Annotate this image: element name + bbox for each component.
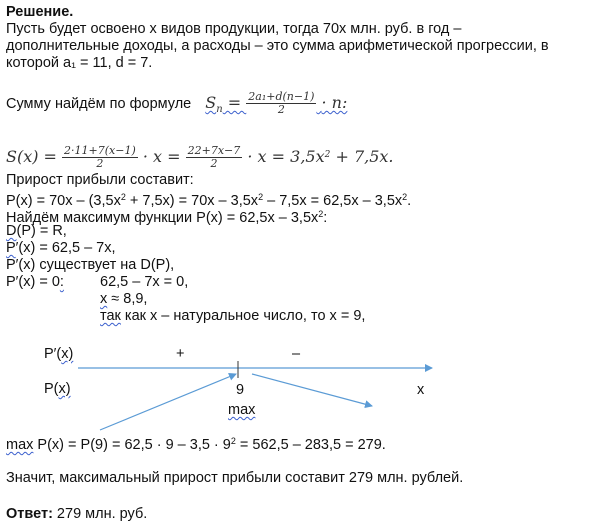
chart-func-b: x) [58, 381, 71, 397]
eq3-tak: так [100, 308, 121, 324]
result-line [6, 433, 386, 453]
equation-1: 62,5 – 7x = 0, [100, 274, 189, 290]
result-sup: 2 [230, 436, 236, 446]
s-lhs: S(x) = [6, 147, 63, 166]
s-frac-1-num: 2·11+7(x−1) [64, 144, 136, 157]
answer-label: Ответ: [6, 506, 53, 522]
profit-2c: – 7,5x = 62,5x – 3,5x [263, 193, 403, 209]
result-c: = 562,5 – 283,5 = 279. [235, 437, 386, 453]
chart-minus: – [292, 346, 301, 362]
profit-2b: + 7,5x) = 70x – 3,5x [125, 193, 259, 209]
sum-eq: = [222, 93, 247, 112]
conclusion: Значит, максимальный прирост прибыли составит 279 млн. рублей. [6, 470, 464, 486]
domain-d: D [6, 223, 17, 239]
sum-sub: n [216, 104, 223, 116]
profit-3a: Найдём максимум функции P(x) = 62,5x – 3,5x [6, 210, 319, 226]
profit-sup-2: 2 [258, 192, 264, 202]
sum-rhs: · n: [321, 93, 348, 112]
eq2-rest: ≈ 8,9, [107, 291, 148, 307]
s-tail-sup: 2 [324, 150, 331, 160]
zero-b: : [59, 274, 64, 290]
eq2-x: x [100, 291, 108, 307]
profit-sup-1: 2 [120, 192, 126, 202]
intro-line-2: дополнительные доходы, а расходы – это сумма арифметической прогрессии, в [6, 38, 549, 54]
sum-formula-text: Сумму найдём по формуле [6, 96, 192, 112]
intro-line-1: Пусть будет освоено х видов продукции, тогда 70х млн. руб. в год – [6, 21, 462, 37]
chart-axis-var: x [417, 382, 425, 398]
profit-2a: P(x) = 70x – (3,5x [6, 193, 121, 209]
derivative-rest: ′(x) = 62,5 – 7x, [15, 240, 116, 256]
s-mid: · x = [142, 147, 186, 166]
intro-line-3: которой а₁ = 11, d = 7. [6, 55, 153, 71]
sum-lhs: S [205, 93, 217, 112]
increasing-arrow [100, 374, 236, 430]
s-tail-a: · x = 3,5x [247, 147, 325, 166]
chart-func-label [44, 381, 71, 397]
s-frac-1-den: 2 [96, 157, 104, 170]
answer-value: 279 млн. руб. [52, 506, 148, 522]
sum-numerator: 2a₁+d(n−1) [248, 90, 315, 103]
profit-3b: : [323, 210, 328, 226]
chart-plus: + [176, 346, 185, 362]
sum-denominator: 2 [277, 103, 285, 116]
chart-func-a: P( [44, 381, 59, 397]
derivative-exists: P′(x) существует на D(P), [6, 257, 175, 273]
result-max: max [6, 437, 34, 453]
decreasing-arrow [252, 374, 372, 406]
chart-point: 9 [236, 382, 245, 398]
zero-a: P′(x) = 0 [6, 274, 60, 290]
solution-heading: Решение. [6, 4, 74, 20]
profit-2d: . [407, 193, 412, 209]
answer-line [6, 506, 147, 522]
s-tail-b: + 7,5x. [330, 147, 394, 166]
chart-max-label: max [228, 402, 256, 418]
chart-deriv-a: P′( [44, 346, 62, 362]
s-frac-2-den: 2 [210, 157, 218, 170]
chart-deriv-b: x) [61, 346, 74, 362]
domain-rest: (P) = R, [16, 223, 67, 239]
profit-sup-3: 2 [402, 192, 408, 202]
profit-sup-4: 2 [318, 209, 324, 219]
s-frac-2-num: 22+7x−7 [187, 144, 241, 157]
profit-line-1: Прирост прибыли составит: [6, 172, 194, 188]
eq3-rest: как x – натуральное число, то x = 9, [120, 308, 366, 324]
derivative-p: P [6, 240, 16, 256]
result-b: P(x) = P(9) = 62,5 · 9 – 3,5 · 9 [33, 437, 231, 453]
